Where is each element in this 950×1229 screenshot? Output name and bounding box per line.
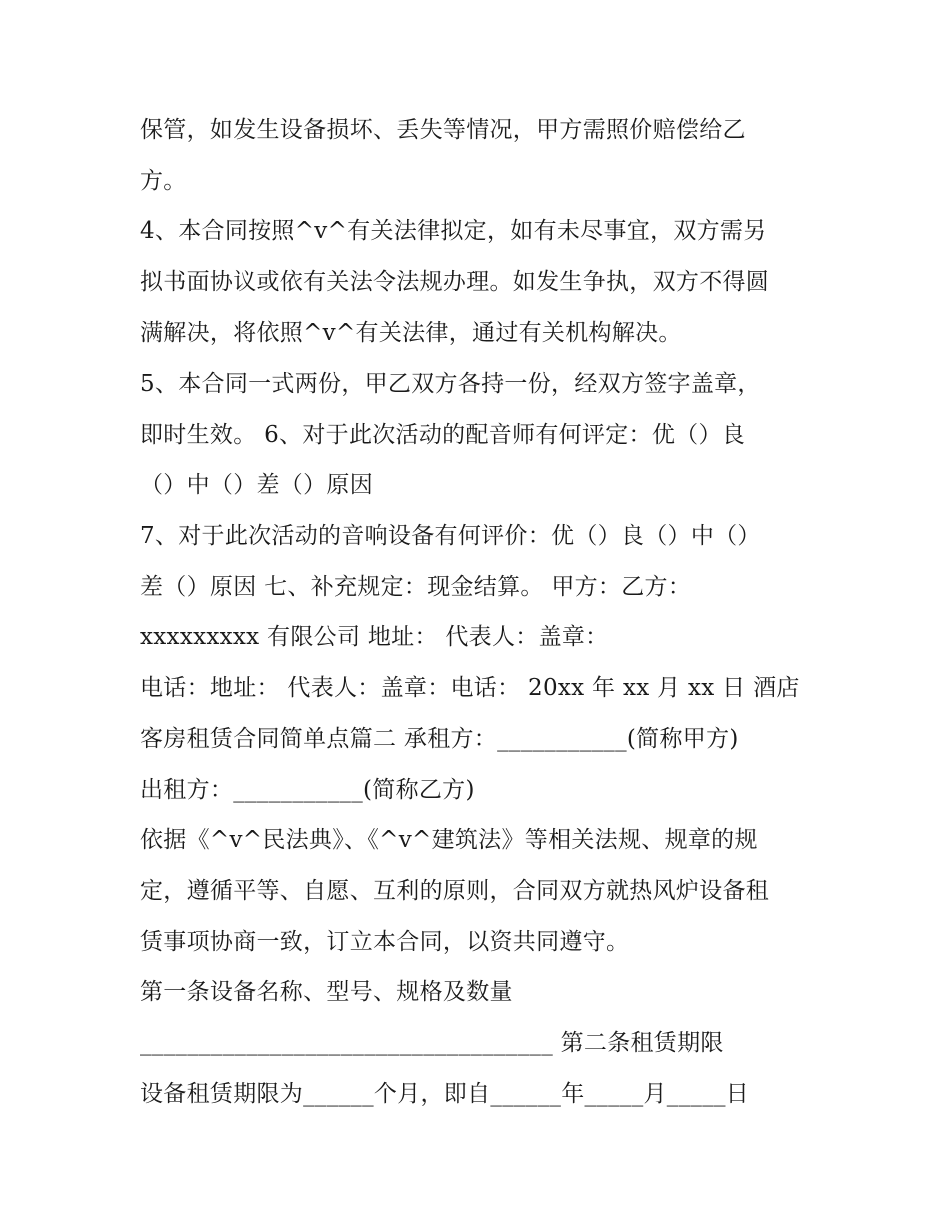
- text-line: 客房租赁合同简单点篇二 承租方：___________(简称甲方): [140, 726, 739, 752]
- text-line: 5、本合同一式两份，甲乙双方各持一份，经双方签字盖章，: [140, 371, 761, 397]
- text-line: 即时生效。 6、对于此次活动的配音师有何评定：优（）良: [140, 422, 746, 448]
- text-line: 7、对于此次活动的音响设备有何评价：优（）良（）中（）: [140, 523, 761, 549]
- text-line: 满解决，将依照^v^有关法律，通过有关机构解决。: [140, 320, 682, 346]
- text-line: 设备租赁期限为______个月，即自______年_____月_____日: [140, 1081, 750, 1107]
- text-line: （）中（）差（）原因: [140, 472, 373, 498]
- text-line: 4、本合同按照^v^有关法律拟定，如有未尽事宜，双方需另: [140, 218, 767, 244]
- text-line: ___________________________________ 第二条租赁期限: [140, 1030, 724, 1056]
- text-line: 赁事项协商一致，订立本合同，以资共同遵守。: [140, 929, 630, 955]
- text-line: xxxxxxxxx 有限公司 地址： 代表人：盖章：: [140, 624, 609, 650]
- text-line: 保管，如发生设备损坏、丢失等情况，甲方需照价赔偿给乙: [140, 117, 746, 143]
- text-line: 差（）原因 七、补充规定：现金结算。 甲方：乙方：: [140, 574, 692, 600]
- text-line: 电话：地址： 代表人：盖章：电话： 20xx 年 xx 月 xx 日 酒店: [140, 675, 800, 701]
- text-line: 出租方：___________(简称乙方): [140, 777, 475, 803]
- text-line: 拟书面协议或依有关法令法规办理。如发生争执，双方不得圆: [140, 269, 770, 295]
- text-line: 依据《^v^民法典》、《^v^建筑法》等相关法规、规章的规: [140, 827, 758, 853]
- text-line: 定，遵循平等、自愿、互利的原则，合同双方就热风炉设备租: [140, 878, 770, 904]
- text-line: 方。: [140, 168, 187, 194]
- text-line: 第一条设备名称、型号、规格及数量: [140, 979, 513, 1005]
